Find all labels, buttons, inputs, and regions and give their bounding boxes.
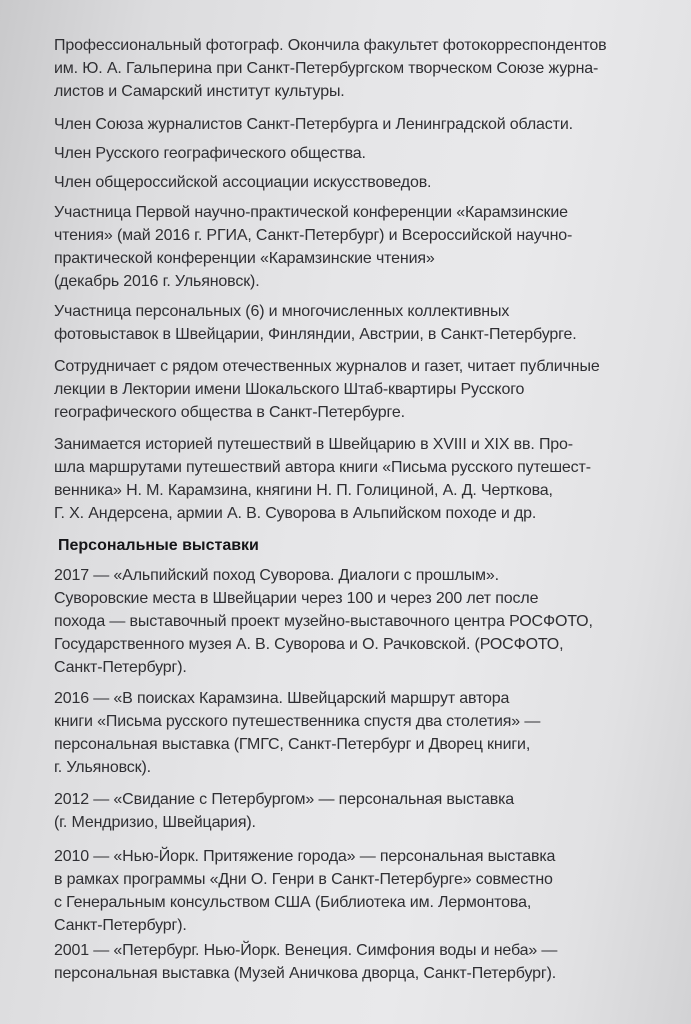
text-line: географического общества в Санкт-Петербурге. <box>54 404 405 421</box>
text-line: Государственного музея А. В. Суворова и О. Рачковской. (РОСФОТО, <box>54 636 564 653</box>
bio-paragraph-education <box>54 34 674 103</box>
text-line: Санкт-Петербург). <box>54 659 187 676</box>
bio-paragraph-art-critics <box>54 171 674 194</box>
exhibition-entry-2010 <box>54 845 674 937</box>
bio-paragraph-travel-history <box>54 433 674 525</box>
text-line: чтения» (май 2016 г. РГИА, Санкт-Петербург) и Всероссийской научно- <box>54 227 573 244</box>
text-line: 2012 — «Свидание с Петербургом» — персональная выставка <box>54 791 515 808</box>
text-line: 2010 — «Нью-Йорк. Притяжение города» — персональная выставка <box>54 848 556 865</box>
text-line: Участница Первой научно-практической конференции «Карамзинские <box>54 204 568 221</box>
exhibitions-heading: Персональные выставки <box>58 537 259 554</box>
bio-paragraph-exhibitions-summary <box>54 300 674 346</box>
text-line: (декабрь 2016 г. Ульяновск). <box>54 273 260 290</box>
text-line: Профессиональный фотограф. Окончила факультет фотокорреспондентов <box>54 37 607 54</box>
text-line: Участница персональных (6) и многочисленных коллективных <box>54 303 510 320</box>
text-line: похода — выставочный проект музейно-выставочного центра РОСФОТО, <box>54 613 593 630</box>
bio-paragraph-lectures <box>54 355 674 424</box>
text-line: лекции в Лектории имени Шокальского Штаб-квартиры Русского <box>54 381 525 398</box>
exhibition-entry-2017 <box>54 564 674 679</box>
text-line: практической конференции «Карамзинские чтения» <box>54 250 435 267</box>
text-line: шла маршрутами путешествий автора книги «Письма русского путешест- <box>54 459 591 476</box>
text-line: Член Союза журналистов Санкт-Петербурга и Ленинградской области. <box>54 116 573 133</box>
text-line: Г. Х. Андерсена, армии А. В. Суворова в Альпийском походе и др. <box>54 505 537 522</box>
bio-paragraph-geographic-society <box>54 142 674 165</box>
text-line: с Генеральным консульством США (Библиотека им. Лермонтова, <box>54 894 532 911</box>
bio-paragraph-journalists-union <box>54 113 674 136</box>
text-line: (г. Мендризио, Швейцария). <box>54 814 256 831</box>
text-line: 2016 — «В поисках Карамзина. Швейцарский маршрут автора <box>54 690 510 707</box>
text-line: книги «Письма русского путешественника спустя два столетия» — <box>54 713 541 730</box>
exhibition-entry-2001 <box>54 939 674 985</box>
text-line: им. Ю. А. Гальперина при Санкт-Петербургском творческом Союзе журна- <box>54 60 599 77</box>
exhibition-entry-2012 <box>54 788 674 834</box>
text-line: в рамках программы «Дни О. Генри в Санкт-Петербурге» совместно <box>54 871 553 888</box>
text-line: Занимается историей путешествий в Швейцарию в XVIII и XIX вв. Про- <box>54 436 573 453</box>
text-line: Санкт-Петербург). <box>54 917 187 934</box>
text-line: листов и Самарский институт культуры. <box>54 83 345 100</box>
text-line: персональная выставка (Музей Аничкова дворца, Санкт-Петербург). <box>54 965 557 982</box>
text-line: 2017 — «Альпийский поход Суворова. Диалоги с прошлым». <box>54 567 499 584</box>
text-line: 2001 — «Петербург. Нью-Йорк. Венеция. Симфония воды и неба» — <box>54 942 558 959</box>
text-line: Сотрудничает с рядом отечественных журналов и газет, читает публичные <box>54 358 600 375</box>
text-line: фотовыставок в Швейцарии, Финляндии, Австрии, в Санкт-Петербурге. <box>54 326 577 343</box>
text-line: персональная выставка (ГМГС, Санкт-Петербург и Дворец книги, <box>54 736 531 753</box>
exhibition-entry-2016 <box>54 687 674 779</box>
document-page <box>54 34 674 1004</box>
text-line: Член Русского географического общества. <box>54 145 366 162</box>
bio-paragraph-conferences <box>54 201 674 293</box>
text-line: Суворовские места в Швейцарии через 100 и через 200 лет после <box>54 590 539 607</box>
text-line: венника» Н. М. Карамзина, княгини Н. П. Голициной, А. Д. Черткова, <box>54 482 553 499</box>
text-line: г. Ульяновск). <box>54 759 151 776</box>
text-line: Член общероссийской ассоциации искусствоведов. <box>54 174 432 191</box>
